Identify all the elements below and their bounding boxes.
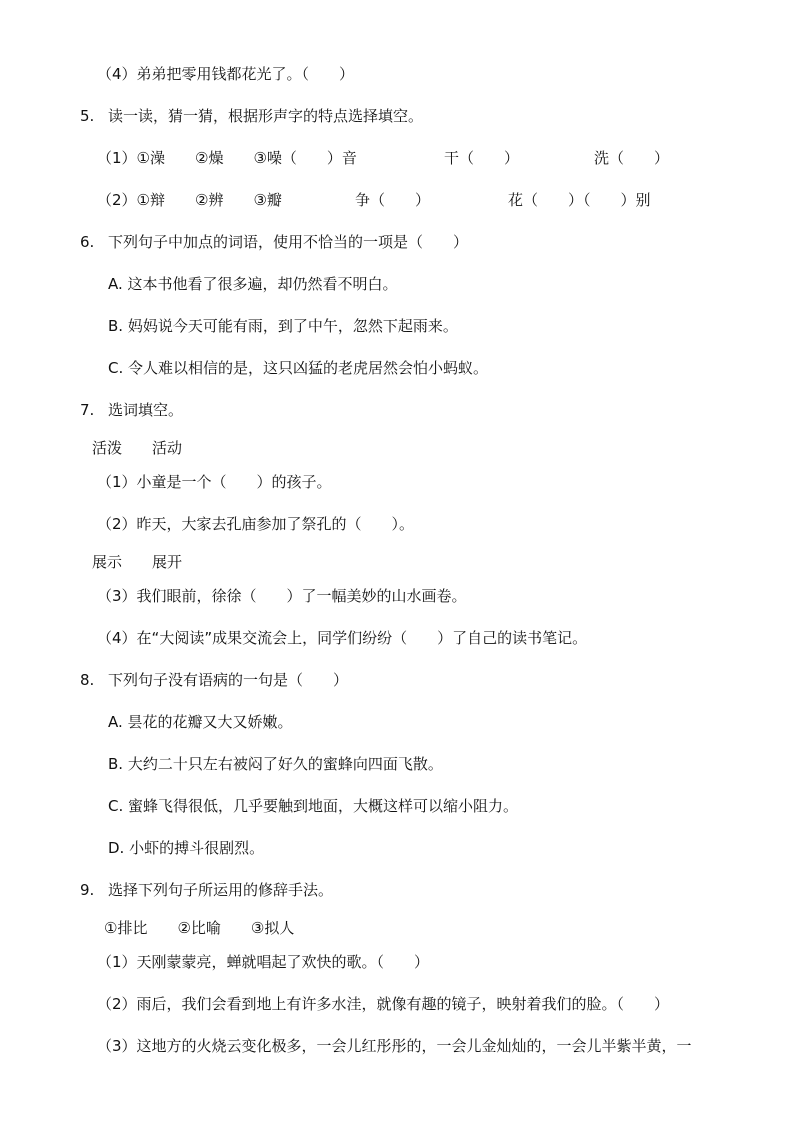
- q8-number: 8.: [80, 671, 95, 689]
- q7-stem: 选词填空。: [108, 401, 184, 419]
- q5-row2-options: （2）①辩 ②辨 ③瓣: [97, 191, 282, 209]
- q8-option-d: D. 小虾的搏斗很剧烈。: [108, 839, 265, 857]
- q6-option-a: A. 这本书他看了很多遍，却仍然看不明白。: [108, 275, 398, 293]
- q8-stem: 下列句子没有语病的一句是（ ）: [108, 671, 349, 689]
- q9-sub-2: （2）雨后，我们会看到地上有许多水洼，就像有趣的镜子，映射着我们的脸。（ ）: [97, 995, 670, 1013]
- q8-option-c: C. 蜜蜂飞得很低，几乎要触到地面，大概这样可以缩小阻力。: [108, 797, 519, 815]
- q9-stem: 选择下列句子所运用的修辞手法。: [108, 881, 334, 899]
- q5-row2-hua: 花（ ）（ ）别: [508, 191, 651, 209]
- q7-sub-2: （2）昨天，大家去孔庙参加了祭孔的（ ）。: [97, 515, 415, 533]
- q7-sub-4: （4）在“大阅读”成果交流会上，同学们纷纷（ ）了自己的读书笔记。: [97, 629, 588, 647]
- q9-number: 9.: [80, 881, 95, 899]
- q6-option-c: C. 令人难以相信的是，这只凶猛的老虎居然会怕小蚂蚁。: [108, 359, 489, 377]
- q7-word-choices-2: 展示 展开: [92, 553, 183, 571]
- q7-number: 7.: [80, 401, 95, 419]
- q6-number: 6.: [80, 233, 95, 251]
- q5-row2-zheng: 争（ ）: [355, 191, 431, 209]
- q9-sub-3: （3）这地方的火烧云变化极多，一会儿红彤彤的，一会儿金灿灿的，一会儿半紫半黄，一: [97, 1037, 692, 1055]
- q8-option-b: B. 大约二十只左右被闷了好久的蜜蜂向四面飞散。: [108, 755, 443, 773]
- q5-stem: 读一读，猜一猜，根据形声字的特点选择填空。: [108, 107, 424, 125]
- q5-row1-xi: 洗（ ）: [594, 149, 670, 167]
- q7-sub-3: （3）我们眼前，徐徐（ ）了一幅美妙的山水画卷。: [97, 587, 467, 605]
- q6-option-b: B. 妈妈说今天可能有雨，到了中午，忽然下起雨来。: [108, 317, 458, 335]
- q5-row1-options: （1）①澡 ②燥 ③噪（ ）音: [97, 149, 357, 167]
- q6-stem: 下列句子中加点的词语，使用不恰当的一项是（ ）: [108, 233, 469, 251]
- q9-rhetoric-options: ①排比 ②比喻 ③拟人: [104, 919, 295, 937]
- q5-row1-gan: 干（ ）: [444, 149, 520, 167]
- q7-word-choices-1: 活泼 活动: [92, 439, 183, 457]
- q9-sub-1: （1）天刚蒙蒙亮，蝉就唱起了欢快的歌。（ ）: [97, 953, 430, 971]
- q8-option-a: A. 昙花的花瓣又大又娇嫩。: [108, 713, 293, 731]
- q7-sub-1: （1）小童是一个（ ）的孩子。: [97, 473, 332, 491]
- q4-sub-4: （4）弟弟把零用钱都花光了。（ ）: [97, 65, 355, 83]
- q5-number: 5.: [80, 107, 95, 125]
